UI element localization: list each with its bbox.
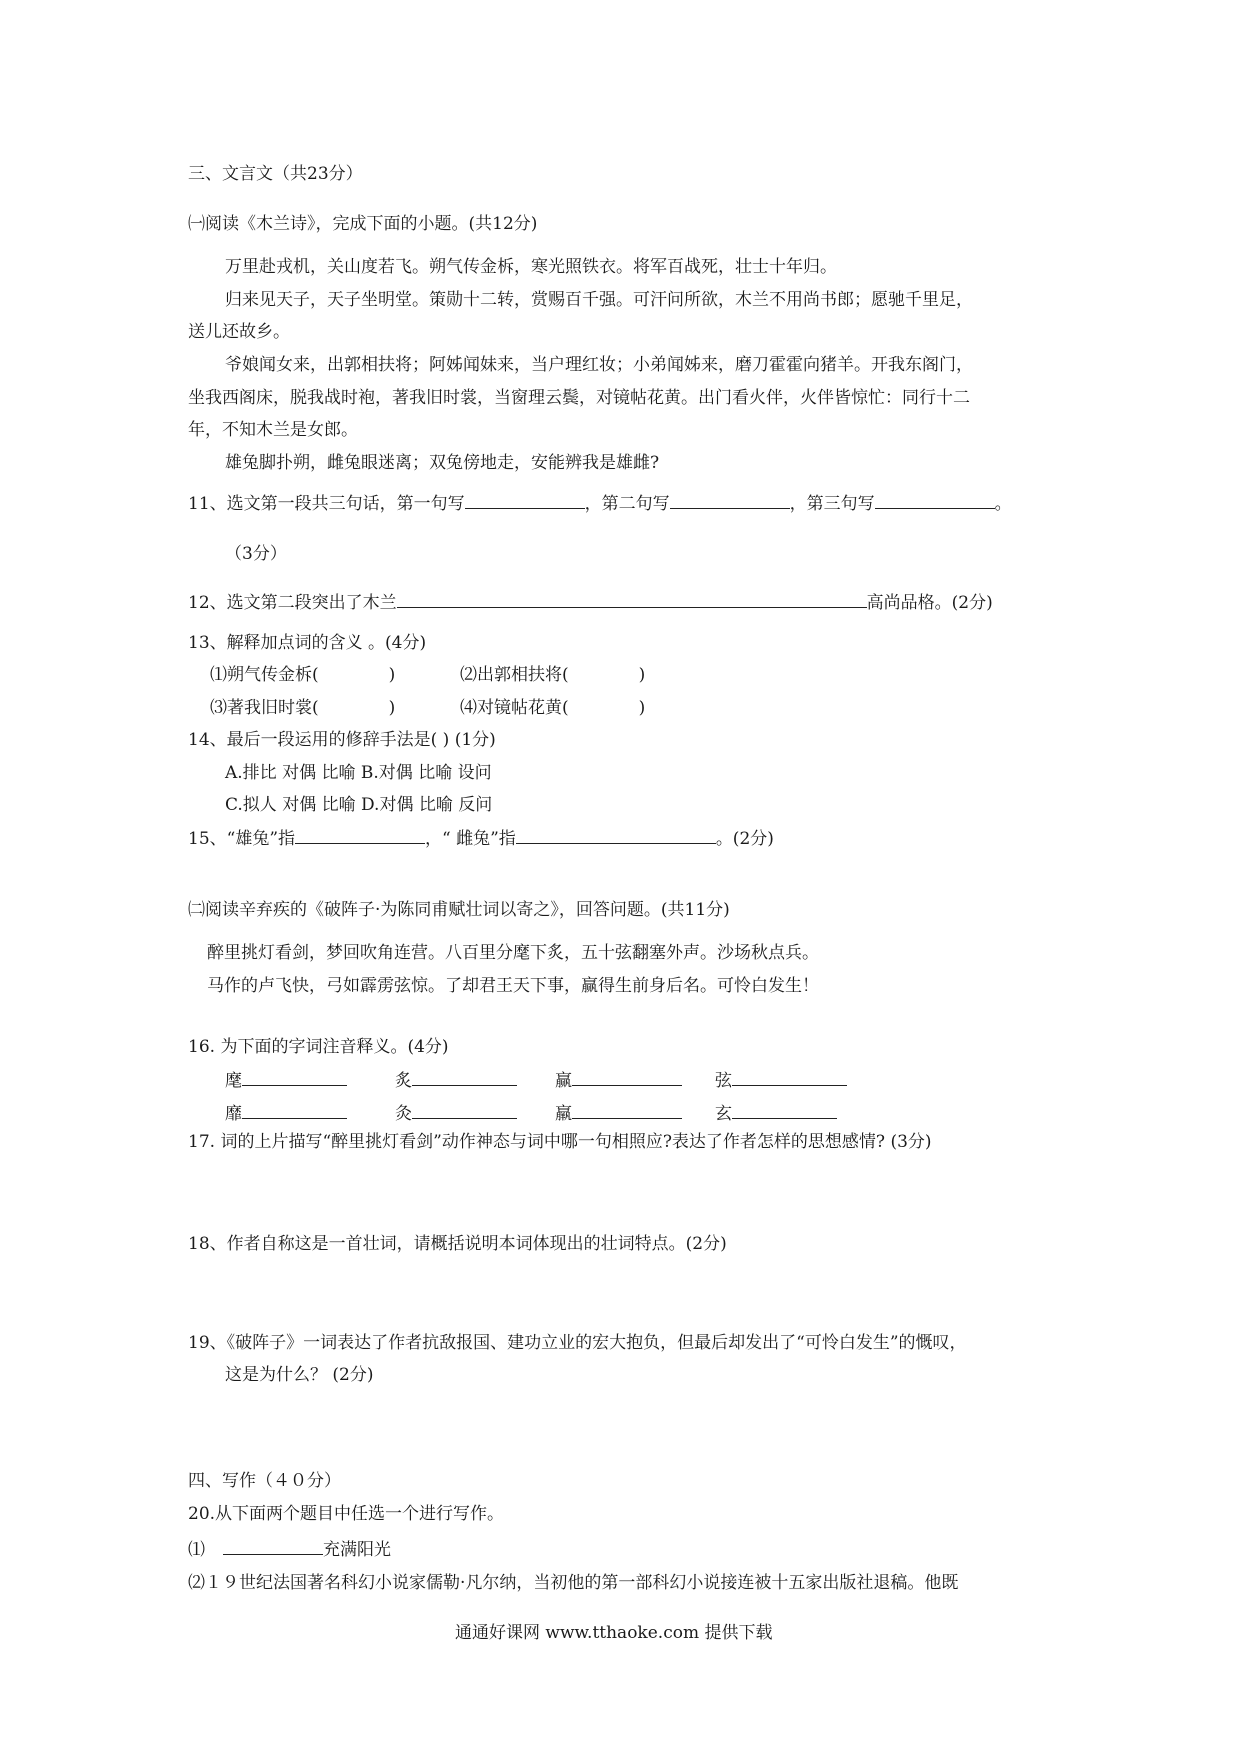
poem-1-line: 归来见天子，天子坐明堂。策勋十二转，赏赐百千强。可汗问所欲，木兰不用尚书郎；愿驰千里足， — [225, 290, 973, 310]
q16-char: 赢 — [555, 1071, 572, 1091]
poem-1-line: 雄兔脚扑朔，雌兔眼迷离；双兔傍地走，安能辨我是雄雌? — [225, 453, 660, 473]
poem-2-line: 马作的卢飞快，弓如霹雳弦惊。了却君王天下事，赢得生前身后名。可怜白发生！ — [207, 976, 819, 996]
q14-options-cd: C.拟人 对偶 比喻 D.对偶 比喻 反问 — [225, 795, 493, 815]
q13-item-4: ⑷对镜帖花黄( ) — [460, 698, 646, 718]
q16-blank[interactable] — [412, 1069, 517, 1086]
q13-item-2: ⑵出郭相扶将( ) — [460, 665, 646, 685]
q15-blank-1[interactable] — [295, 827, 425, 844]
question-19-line-2: 这是为什么？ (2分) — [225, 1365, 374, 1385]
q16-char: 羸 — [555, 1104, 572, 1124]
q16-char: 炙 — [395, 1071, 412, 1091]
question-14-title: 14、最后一段运用的修辞手法是( ) (1分) — [188, 730, 496, 750]
q20-option-1 — [188, 1538, 391, 1561]
question-13-title: 13、解释加点词的含义 。(4分) — [188, 633, 427, 653]
q11-blank-2[interactable] — [670, 492, 790, 509]
q20-option-2: ⑵１９世纪法国著名科幻小说家儒勒·凡尔纳，当初他的第一部科幻小说接连被十五家出版社退稿。他既 — [188, 1573, 959, 1593]
q16-blank[interactable] — [572, 1102, 682, 1119]
q12-blank[interactable] — [397, 591, 867, 608]
q16-char: 灸 — [395, 1104, 412, 1124]
question-16-title: 16. 为下面的字词注音释义。(4分) — [188, 1037, 449, 1057]
q12-part-b: 高尚品格。(2分) — [866, 593, 993, 613]
question-17: 17. 词的上片描写“醉里挑灯看剑”动作神态与词中哪一句相照应?表达了作者怎样的思想感情? (3分) — [188, 1132, 932, 1152]
passage-1-intro: ㈠阅读《木兰诗》，完成下面的小题。(共12分) — [188, 214, 538, 234]
question-12 — [188, 591, 993, 614]
q16-blank[interactable] — [242, 1102, 347, 1119]
q11-part-c: ，第三句写 — [789, 494, 875, 514]
q16-char: 玄 — [715, 1104, 732, 1124]
question-19-line-1: 19、《破阵子》一词表达了作者抗敌报国、建功立业的宏大抱负，但最后却发出了“可怜白发生”的慨叹， — [188, 1333, 967, 1353]
poem-1-line: 万里赴戎机，关山度若飞。朔气传金柝，寒光照铁衣。将军百战死，壮士十年归。 — [225, 257, 837, 277]
q16-char: 靡 — [225, 1104, 242, 1124]
page-footer: 通通好课网 www.tthaoke.com 提供下载 — [455, 1623, 773, 1643]
poem-1-line: 送儿还故乡。 — [188, 322, 290, 342]
question-18: 18、作者自称这是一首壮词，请概括说明本词体现出的壮词特点。(2分) — [188, 1234, 727, 1254]
q15-blank-2[interactable] — [516, 827, 716, 844]
q11-part-d: 。 — [994, 494, 1012, 514]
q16-char: 麾 — [225, 1071, 242, 1091]
q16-char: 弦 — [715, 1071, 732, 1091]
section-4-title: 四、写作（４０分） — [188, 1471, 341, 1491]
q16-blank[interactable] — [732, 1102, 837, 1119]
section-3-title: 三、文言文（共23分） — [188, 164, 363, 184]
question-15 — [188, 827, 774, 850]
q15-part-b: ，“ 雌兔”指 — [425, 829, 516, 849]
q16-blank[interactable] — [412, 1102, 517, 1119]
q20-option-1-text: 充满阳光 — [323, 1540, 391, 1560]
q11-score: （3分） — [225, 544, 287, 564]
q12-part-a: 12、选文第二段突出了木兰 — [188, 593, 397, 613]
poem-1-line: 爷娘闻女来，出郭相扶将；阿姊闻妹来，当户理红妆；小弟闻姊来，磨刀霍霍向猪羊。开我东阁门， — [225, 355, 973, 375]
poem-1-line: 坐我西阁床，脱我战时袍，著我旧时裳，当窗理云鬓，对镜帖花黄。出门看火伴，火伴皆惊忙：同行十二 — [188, 388, 970, 408]
q15-part-c: 。(2分) — [715, 829, 774, 849]
question-20-title: 20.从下面两个题目中任选一个进行写作。 — [188, 1504, 505, 1524]
q20-option-1-label: ⑴ — [188, 1540, 205, 1560]
q11-blank-1[interactable] — [465, 492, 585, 509]
q16-blank[interactable] — [242, 1069, 347, 1086]
q20-option-1-blank[interactable] — [223, 1538, 323, 1555]
q13-item-3: ⑶著我旧时裳( ) — [210, 698, 396, 718]
q15-part-a: 15、“雄兔”指 — [188, 829, 296, 849]
q11-blank-3[interactable] — [875, 492, 995, 509]
q16-blank[interactable] — [572, 1069, 682, 1086]
q16-blank[interactable] — [732, 1069, 847, 1086]
poem-1-line: 年，不知木兰是女郎。 — [188, 420, 358, 440]
q11-part-a: 11、选文第一段共三句话，第一句写 — [188, 494, 465, 514]
passage-2-intro: ㈡阅读辛弃疾的《破阵子·为陈同甫赋壮词以寄之》，回答问题。(共11分) — [188, 900, 730, 920]
poem-2-line: 醉里挑灯看剑，梦回吹角连营。八百里分麾下炙，五十弦翻塞外声。沙场秋点兵。 — [207, 943, 819, 963]
q13-item-1: ⑴朔气传金柝( ) — [210, 665, 396, 685]
q11-part-b: ，第二句写 — [584, 494, 670, 514]
q14-options-ab: A.排比 对偶 比喻 B.对偶 比喻 设问 — [225, 763, 492, 783]
question-11 — [188, 492, 1012, 515]
